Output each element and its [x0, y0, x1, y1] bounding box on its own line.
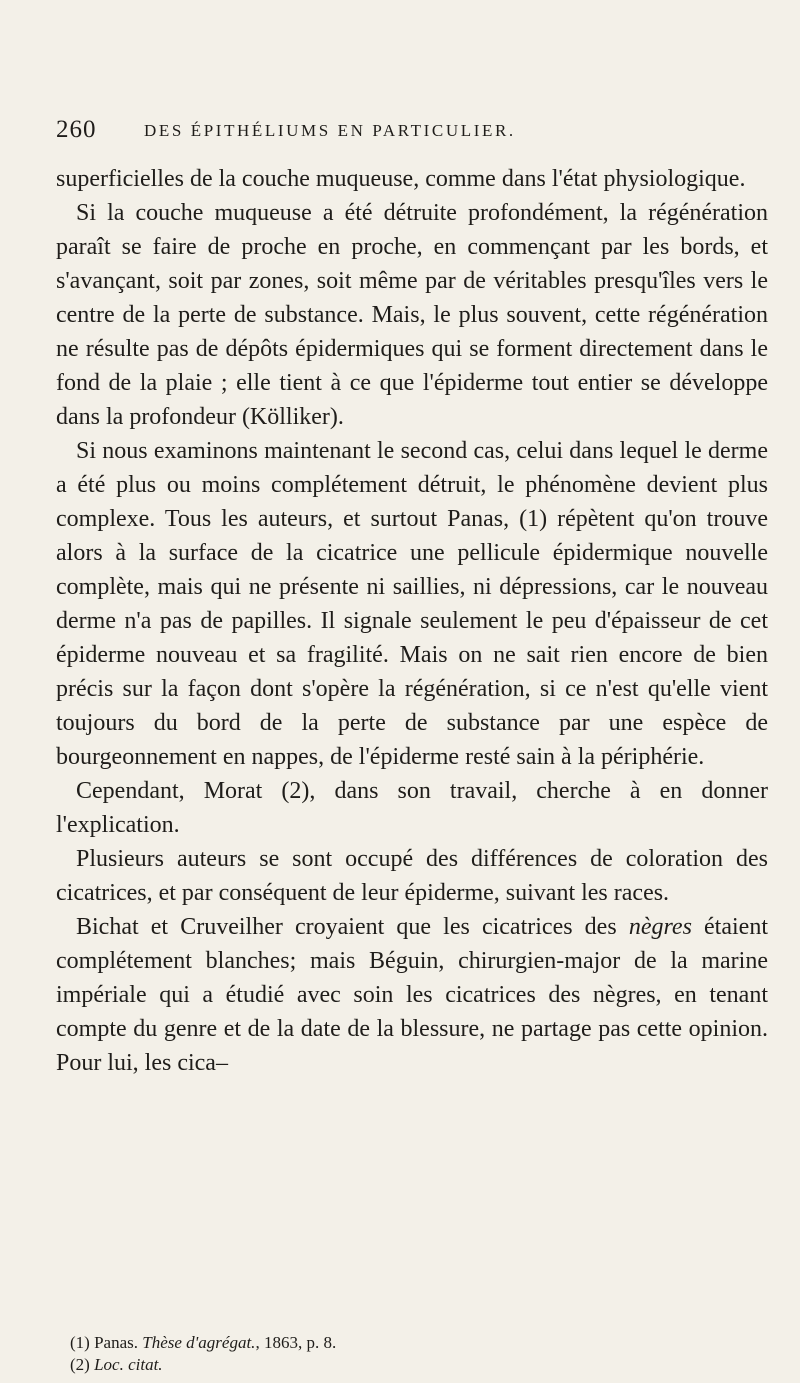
- bichat-text-start: Bichat et Cruveilher croyaient que les cicatrices des: [76, 914, 629, 940]
- paragraph-morat: Cependant, Morat (2), dans son travail, cherche à en donner l'explication.: [56, 778, 768, 838]
- footnote-1-author: Panas.: [94, 1333, 143, 1352]
- bichat-italic-word: nègres: [628, 914, 692, 940]
- paragraph-continuation: superficielles de la couche muqueuse, comme dans l'état physiologique.: [56, 166, 746, 192]
- bichat-text-end: étaient complétement blanches; mais Béguin, chirurgien-major de la marine impériale qui a étudié avec soin les cicatrices des nègres, en tenant compte du genre et de la date de la blessure, ne partage pas cette opinion. Pour lui, les cica–: [56, 914, 768, 1076]
- footnote-2-marker: (2): [70, 1355, 95, 1374]
- paragraph-regeneration: Si la couche muqueuse a été détruite profondément, la régénération paraît se faire de proche en proche, en commençant par les bords, et s'avançant, soit par zones, soit même par de véritables presqu'îles vers le centre de la perte de substance. Mais, le plus souvent, cette régénération ne résulte pas de dépôts épidermiques qui se forment directement dans le fond de la plaie ; elle tient à ce que l'épiderme tout entier se développe dans la profondeur (Kölliker).: [56, 200, 768, 430]
- footnote-1-rest: , 1863, p. 8.: [255, 1333, 337, 1352]
- running-head: DES ÉPITHÉLIUMS EN PARTICULIER.: [144, 121, 516, 140]
- body-text: [56, 162, 768, 1080]
- paragraph-bichat: [56, 910, 768, 1080]
- page-number: 260: [56, 116, 97, 143]
- footnote-1-title: Thèse d'agrégat.: [142, 1333, 256, 1352]
- paragraph-second-case: Si nous examinons maintenant le second cas, celui dans lequel le derme a été plus ou moins complétement détruit, le phénomène devient plus complexe. Tous les auteurs, et surtout Panas, (1) répètent qu'on trouve alors à la surface de la cicatrice une pellicule épidermique nouvelle complète, mais qui ne présente ni saillies, ni dépressions, car le nouveau derme n'a pas de papilles. Il signale seulement le peu d'épaisseur de cet épiderme nouveau et sa fragilité. Mais on ne sait rien encore de bien précis sur la façon dont s'opère la régénération, si ce n'est qu'elle vient toujours du bord de la perte de substance par une espèce de bourgeonnement en nappes, de l'épiderme resté sain à la périphérie.: [56, 438, 768, 770]
- footnote-1: [70, 1332, 760, 1354]
- page-header: [56, 116, 768, 150]
- footnote-2-title: Loc. citat.: [94, 1355, 163, 1374]
- footnote-2: [70, 1354, 760, 1376]
- footnote-1-marker: (1): [70, 1333, 95, 1352]
- paragraph-coloration: Plusieurs auteurs se sont occupé des différences de coloration des cicatrices, et par conséquent de leur épiderme, suivant les races.: [56, 846, 768, 906]
